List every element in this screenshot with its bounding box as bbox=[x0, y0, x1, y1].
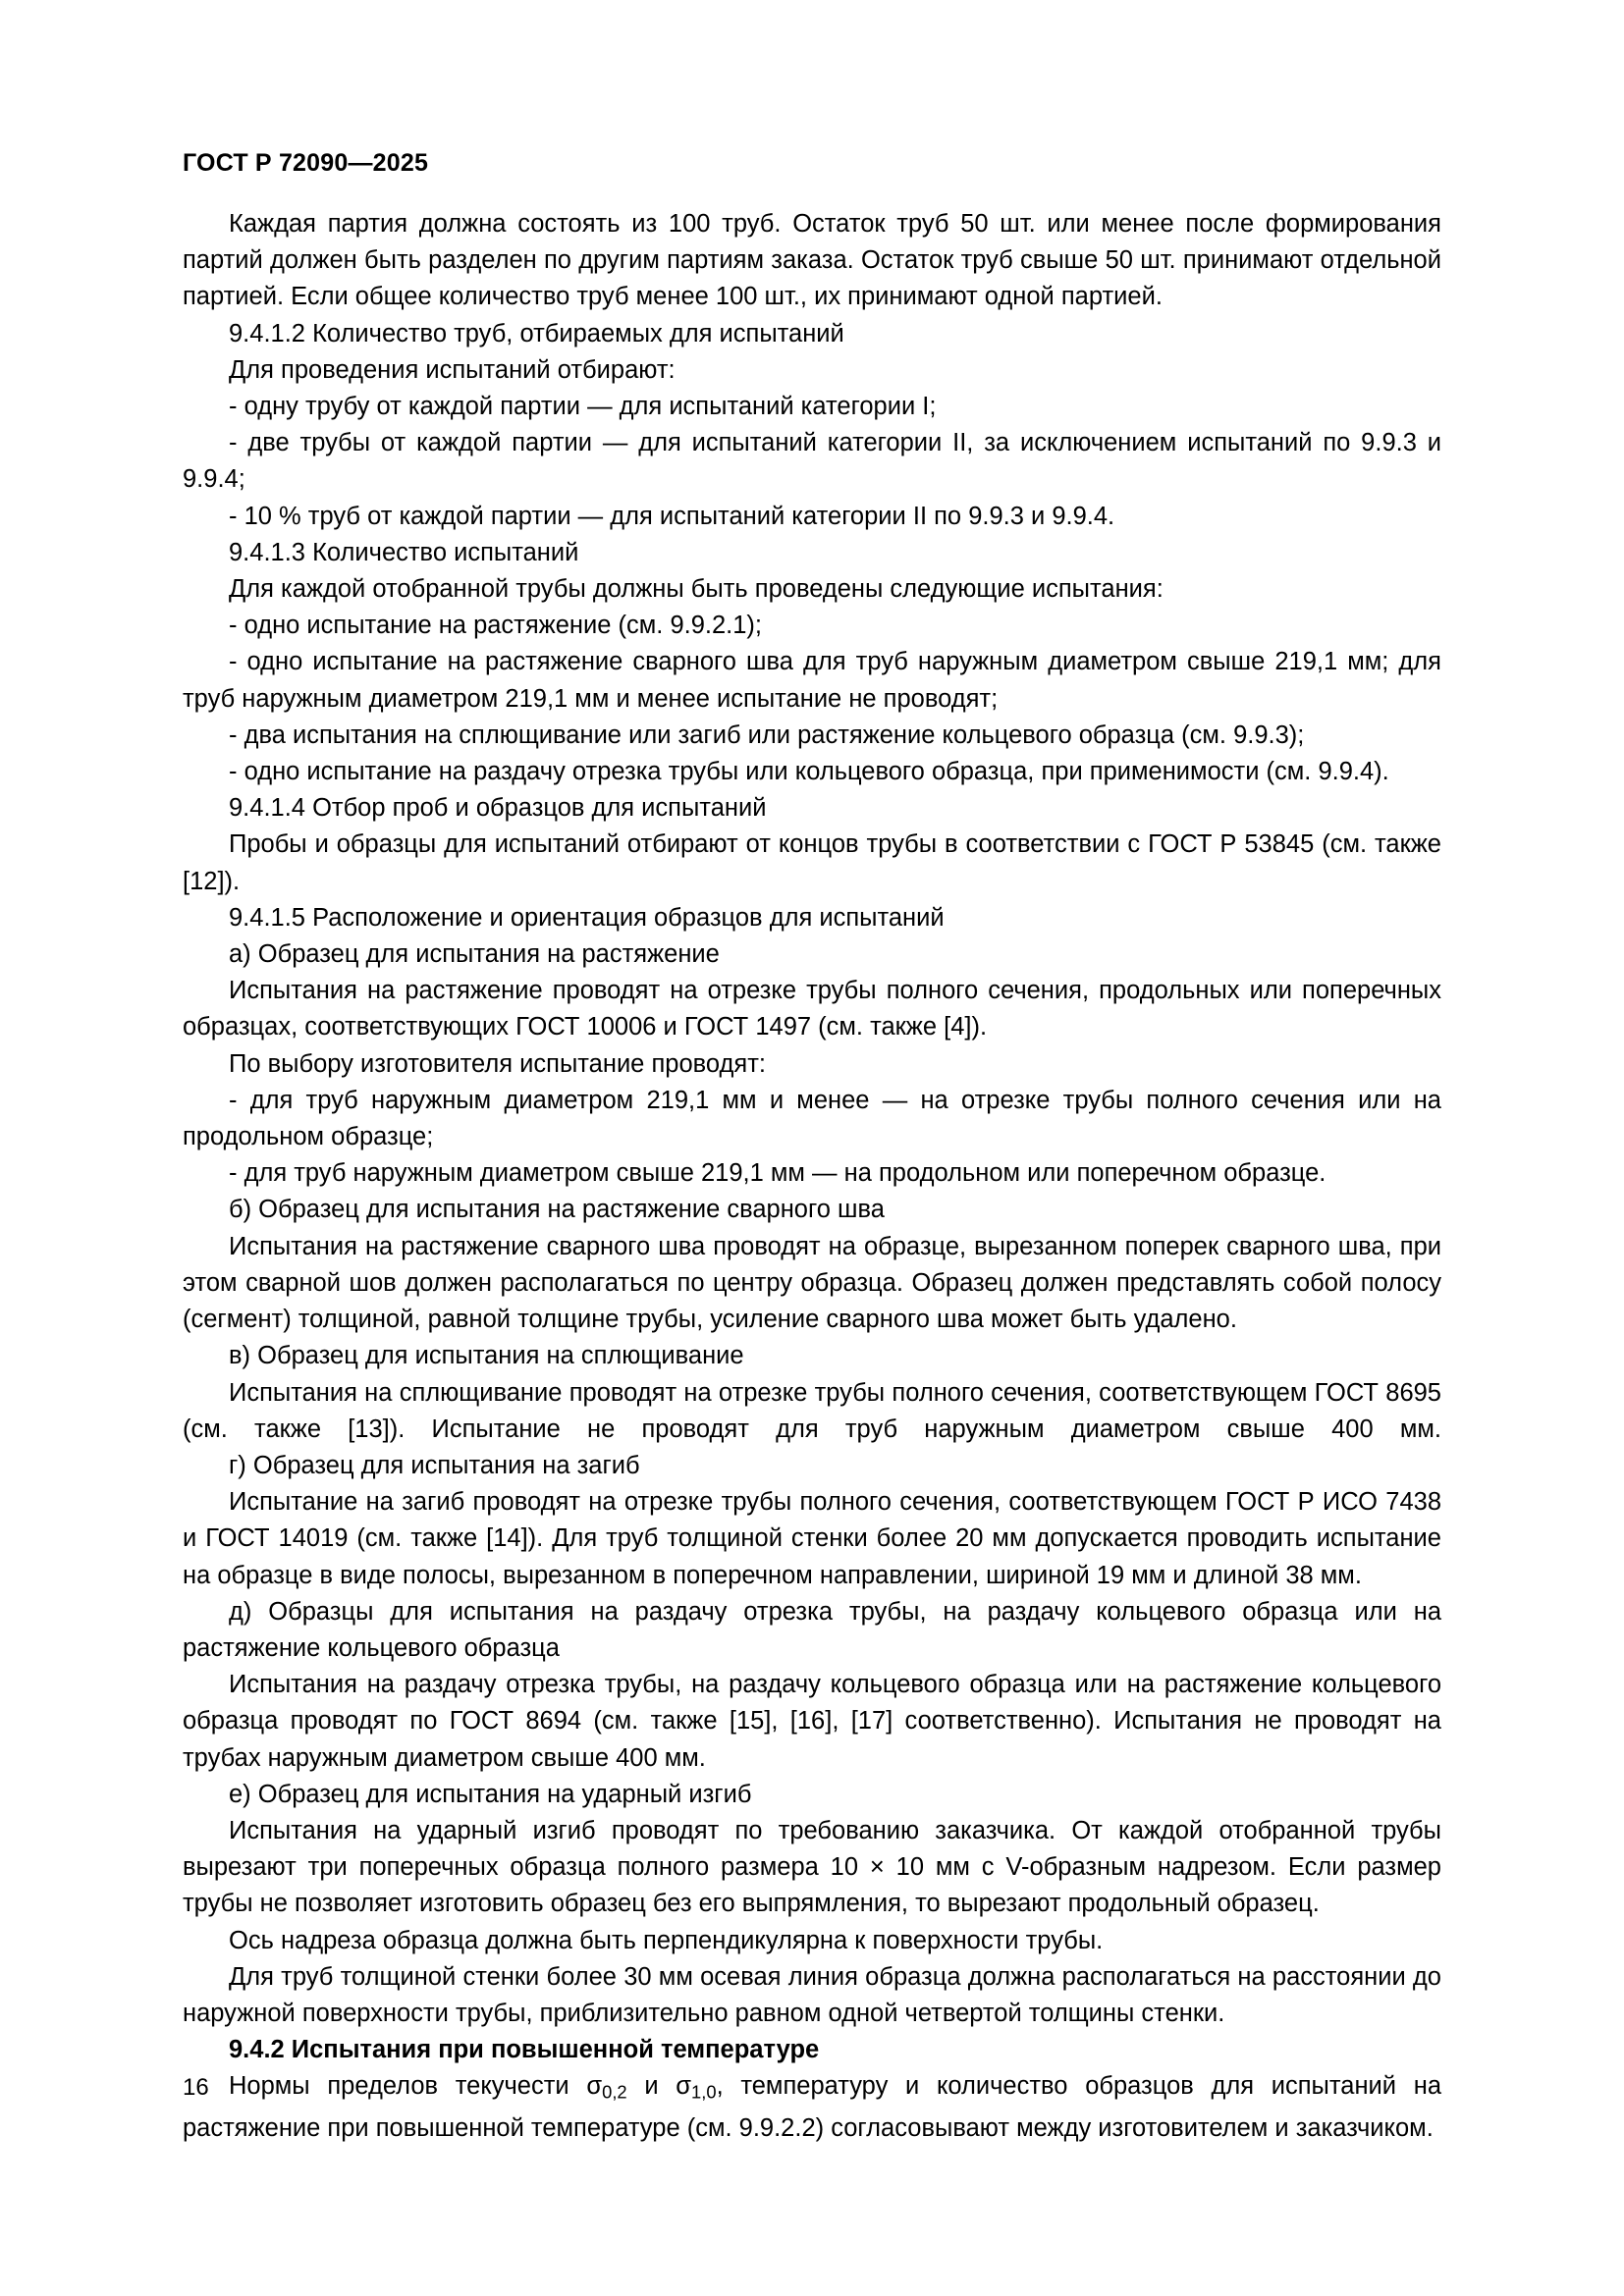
list-item: - 10 % труб от каждой партии — для испытаний категории II по 9.9.3 и 9.9.4. bbox=[229, 502, 1115, 530]
paragraph: Каждая партия должна состоять из 100 труб. Остаток труб 50 шт. или менее после формирования партий должен быть разделен по другим партиям заказа. Остаток труб свыше 50 шт. принимают отдельной партией. Если общее количество труб менее 100 шт., их принимают одной партией. bbox=[183, 210, 1441, 311]
text-suffix: , температуру и количество образцов для испытаний на растяжение при повышенной температуре (см. 9.9.2.2) согласовывают между изготовителем и заказчиком. bbox=[183, 2072, 1441, 2142]
paragraph: Испытания на сплющивание проводят на отрезке трубы полного сечения, соответствующем ГОСТ 8695 (см. также [13]). Испытание не проводят для труб наружным диаметром свыше 400 мм. bbox=[183, 1378, 1441, 1443]
heading-item-b: б) Образец для испытания на растяжение сварного шва bbox=[229, 1196, 885, 1224]
heading-9-4-1-3: 9.4.1.3 Количество испытаний bbox=[229, 538, 579, 566]
list-item: - для труб наружным диаметром свыше 219,1 мм — на продольном или поперечном образце. bbox=[229, 1159, 1326, 1188]
paragraph: Для проведения испытаний отбирают: bbox=[229, 355, 676, 384]
document-body bbox=[183, 206, 1441, 2147]
paragraph-elevated-temperature bbox=[183, 2068, 1441, 2147]
paragraph: Для труб толщиной стенки более 30 мм осевая линия образца должна располагаться на расстоянии до наружной поверхности трубы, приблизительно равном одной четвертой толщины стенки. bbox=[183, 1962, 1441, 2027]
text-prefix: Нормы пределов текучести σ bbox=[229, 2072, 603, 2101]
paragraph: Испытания на раздачу отрезка трубы, на раздачу кольцевого образца или на растяжение кольцевого образца проводят по ГОСТ 8694 (см. также [15], [16], [17] соответственно). Испытания не проводят на трубах наружным диаметром свыше 400 мм. bbox=[183, 1671, 1441, 1772]
list-item: - два испытания на сплющивание или загиб или растяжение кольцевого образца (см. 9.9.3); bbox=[229, 721, 1305, 749]
list-item: - две трубы от каждой партии — для испытаний категории II, за исключением испытаний по 9.9.3 и 9.9.4; bbox=[183, 429, 1441, 494]
list-item: - для труб наружным диаметром 219,1 мм и менее — на отрезке трубы полного сечения или на продольном образце; bbox=[183, 1086, 1441, 1151]
list-item: - одно испытание на растяжение сварного шва для труб наружным диаметром свыше 219,1 мм; для труб наружным диаметром 219,1 мм и менее испытание не проводят; bbox=[183, 648, 1441, 713]
heading-item-g: г) Образец для испытания на загиб bbox=[229, 1451, 640, 1479]
text-mid: и σ bbox=[626, 2072, 692, 2101]
heading-item-v: в) Образец для испытания на сплющивание bbox=[229, 1342, 744, 1370]
heading-9-4-1-5: 9.4.1.5 Расположение и ориентация образцов для испытаний bbox=[229, 903, 945, 932]
paragraph: По выбору изготовителя испытание проводят: bbox=[229, 1049, 766, 1078]
paragraph: Испытания на растяжение проводят на отрезке трубы полного сечения, продольных или поперечных образцах, соответствующих ГОСТ 10006 и ГОСТ 1497 (см. также [4]). bbox=[183, 977, 1441, 1041]
heading-item-e: е) Образец для испытания на ударный изгиб bbox=[229, 1780, 752, 1808]
list-item: - одно испытание на растяжение (см. 9.9.2.1); bbox=[229, 612, 763, 640]
subscript-0-2: 0,2 bbox=[602, 2081, 627, 2103]
subscript-1-0: 1,0 bbox=[691, 2081, 717, 2103]
paragraph: Испытания на растяжение сварного шва проводят на образце, вырезанном поперек сварного шва, при этом сварной шов должен располагаться по центру образца. Образец должен представлять собой полосу (сегмент) толщиной, равной толщине трубы, усиление сварного шва может быть удалено. bbox=[183, 1232, 1441, 1334]
heading-item-d: д) Образцы для испытания на раздачу отрезка трубы, на раздачу кольцевого образца или на растяжение кольцевого образца bbox=[183, 1597, 1441, 1662]
paragraph: Испытания на ударный изгиб проводят по требованию заказчика. От каждой отобранной трубы вырезают три поперечных образца полного размера 10 × 10 мм с V-образным надрезом. Если размер трубы не позволяет изготовить образец без его выпрямления, то вырезают продольный образец. bbox=[183, 1816, 1441, 1918]
paragraph: Для каждой отобранной трубы должны быть проведены следующие испытания: bbox=[229, 575, 1164, 604]
paragraph: Пробы и образцы для испытаний отбирают от концов трубы в соответствии с ГОСТ Р 53845 (см. также [12]). bbox=[183, 830, 1441, 895]
heading-9-4-1-4: 9.4.1.4 Отбор проб и образцов для испытаний bbox=[229, 794, 767, 823]
paragraph: Ось надреза образца должна быть перпендикулярна к поверхности трубы. bbox=[229, 1926, 1104, 1954]
heading-item-a: а) Образец для испытания на растяжение bbox=[229, 940, 720, 969]
paragraph: Испытание на загиб проводят на отрезке трубы полного сечения, соответствующем ГОСТ Р ИСО 7438 и ГОСТ 14019 (см. также [14]). Для труб толщиной стенки более 20 мм допускается проводить испытание на образце в виде полосы, вырезанном в поперечном направлении, шириной 19 мм и длиной 38 мм. bbox=[183, 1488, 1441, 1589]
list-item: - одно испытание на раздачу отрезка трубы или кольцевого образца, при применимости (см. 9.9.4). bbox=[229, 758, 1389, 786]
list-item: - одну трубу от каждой партии — для испытаний категории I; bbox=[229, 393, 937, 421]
heading-9-4-2: 9.4.2 Испытания при повышенной температуре bbox=[229, 2036, 820, 2064]
heading-9-4-1-2: 9.4.1.2 Количество труб, отбираемых для испытаний bbox=[229, 319, 844, 347]
page-number: 16 bbox=[183, 2074, 209, 2101]
page-header: ГОСТ Р 72090—2025 bbox=[183, 149, 429, 177]
